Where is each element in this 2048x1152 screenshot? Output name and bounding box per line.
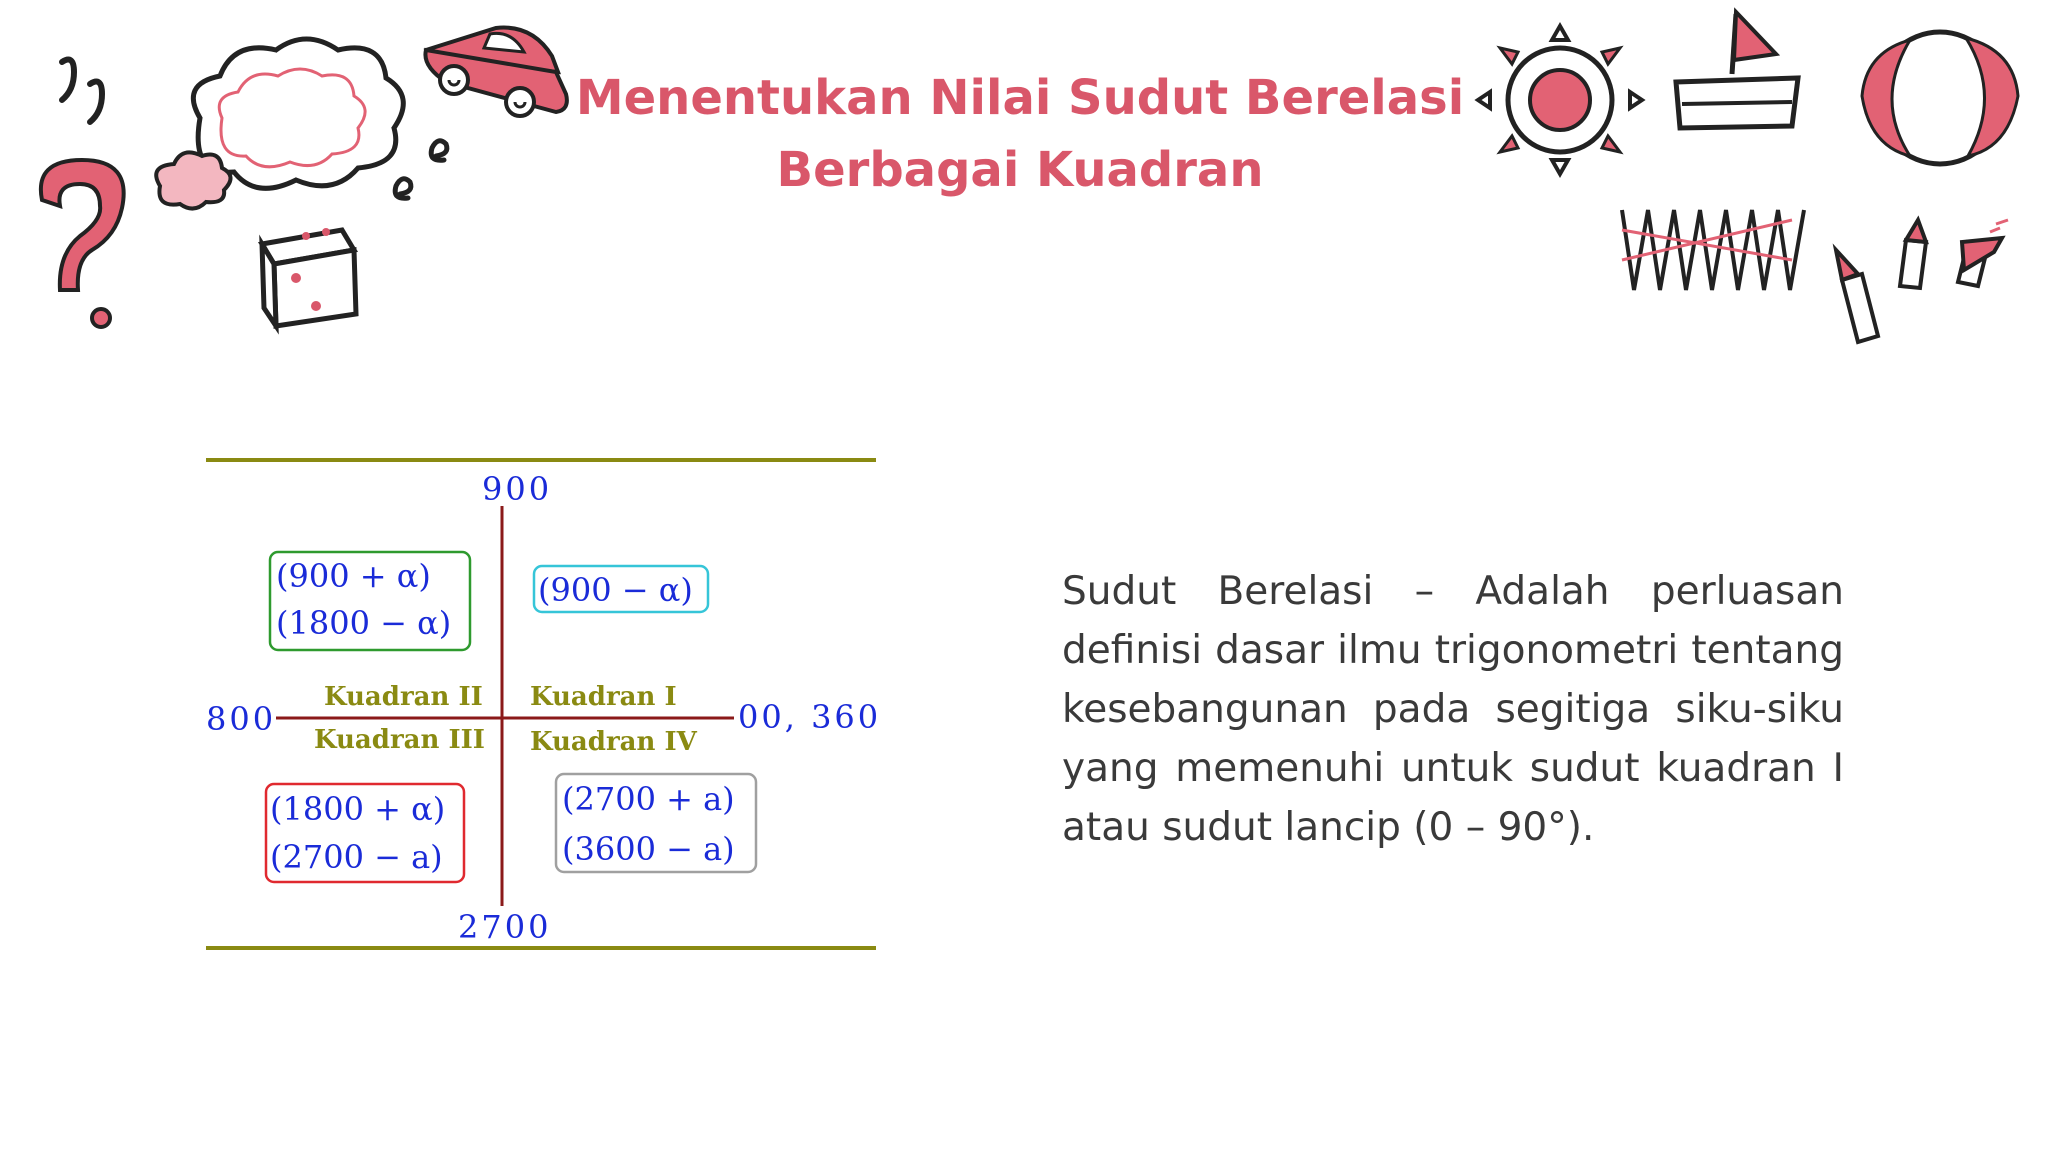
axis-label-left: 800	[206, 700, 277, 738]
question-mark-icon	[41, 160, 124, 327]
boat-icon	[1676, 12, 1798, 128]
sun-icon	[1478, 26, 1642, 174]
slide-title	[540, 62, 1500, 206]
curl-marks-icon	[395, 141, 447, 198]
quadrant-label-2: Kuadran II	[324, 682, 483, 712]
ball-icon	[1862, 32, 2018, 164]
small-cloud-icon	[156, 152, 230, 208]
title-line-1: Menentukan Nilai Sudut Berelasi	[575, 70, 1465, 126]
axis-label-top: 900	[482, 470, 553, 508]
formula-q4-line2: (3600 − a)	[562, 830, 735, 868]
cloud-icon	[193, 39, 403, 188]
quadrant-diagram	[200, 448, 890, 960]
quadrant-label-3: Kuadran III	[314, 725, 485, 755]
dice-icon	[262, 228, 356, 326]
formula-q4-line1: (2700 + a)	[562, 780, 735, 818]
quadrant-label-1: Kuadran I	[530, 682, 677, 712]
formula-q2-line1: (900 + α)	[276, 557, 431, 595]
definition-paragraph: Sudut Berelasi – Adalah perluasan definisi dasar ilmu trigonometri tentang kesebangunan pada segitiga siku-siku yang memenuhi untuk sudut kuadran I atau sudut lancip (0 – 90°).	[1062, 569, 1844, 850]
axis-label-right: 00, 360	[738, 698, 882, 736]
axis-label-bottom: 2700	[458, 908, 552, 946]
formula-q1-line1: (900 − α)	[538, 571, 693, 609]
crayons-icon	[1836, 220, 2008, 342]
formula-q3-line1: (1800 + α)	[270, 790, 446, 828]
formula-q3-line2: (2700 − a)	[270, 838, 443, 876]
formula-q2-line2: (1800 − α)	[276, 604, 452, 642]
title-line-2: Berbagai Kuadran	[776, 142, 1264, 198]
quadrant-label-4: Kuadran IV	[530, 727, 697, 757]
comma-marks-icon	[62, 60, 102, 122]
zigzag-scribble-icon	[1622, 210, 1804, 290]
